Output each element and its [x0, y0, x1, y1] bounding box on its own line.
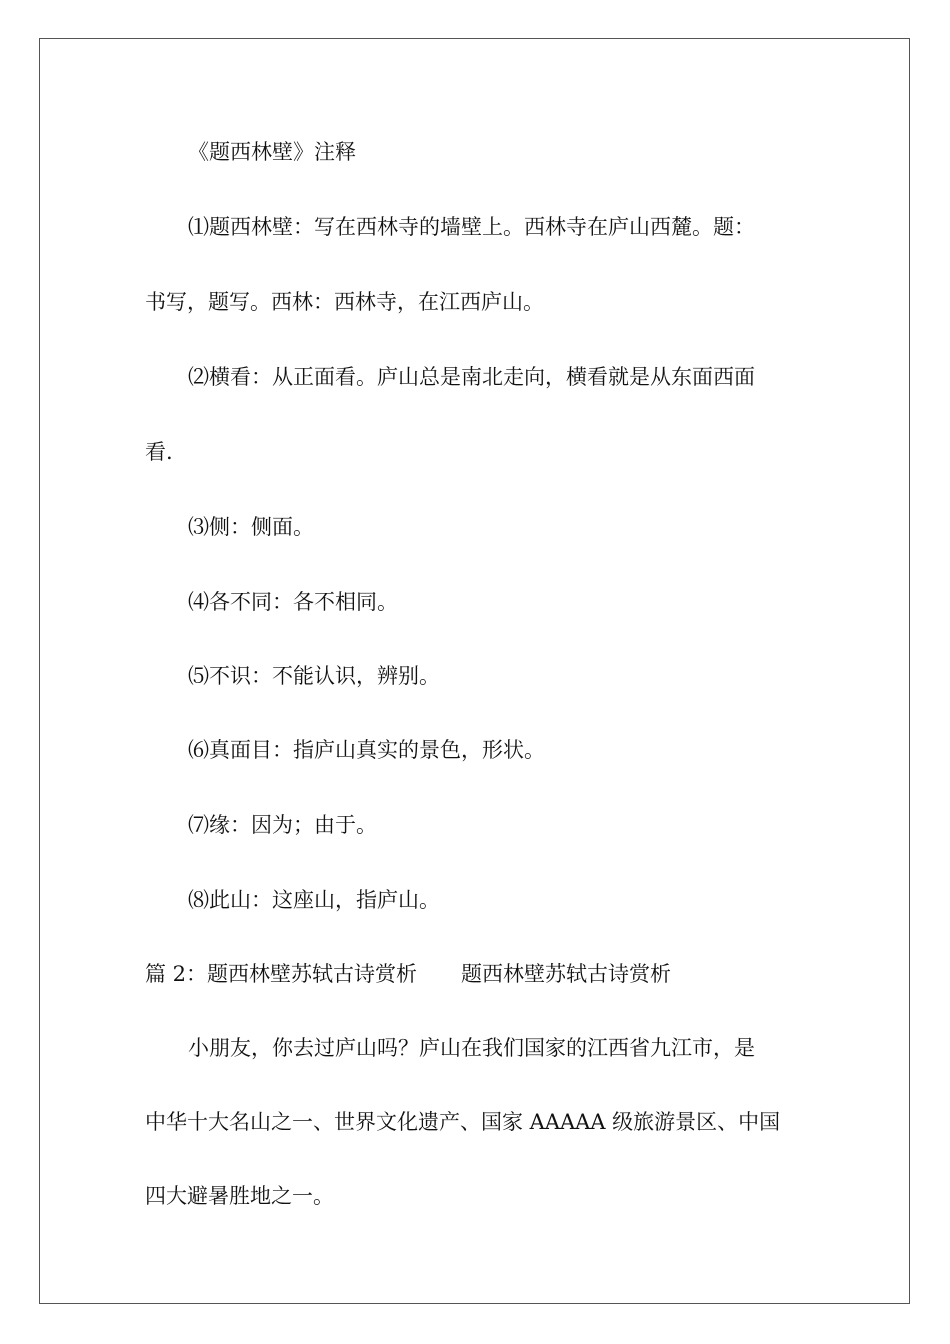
note-2-line-1: ⑵横看：从正面看。庐山总是南北走向，横看就是从东面西面 [188, 365, 755, 389]
section-label: 篇 2：题西林壁苏轼古诗赏析 [145, 962, 418, 986]
note-2-line-2: 看. [145, 440, 173, 464]
note-3: ⑶侧：侧面。 [188, 515, 314, 539]
page-title: 《题西林壁》注释 [188, 140, 356, 164]
note-1-line-1: ⑴题西林壁：写在西林寺的墙壁上。西林寺在庐山西麓。题： [188, 215, 755, 239]
paragraph-line-3: 四大避暑胜地之一。 [145, 1184, 334, 1208]
note-7: ⑺缘：因为；由于。 [188, 813, 377, 837]
note-8: ⑻此山：这座山，指庐山。 [188, 888, 440, 912]
note-5: ⑸不识：不能认识，辨别。 [188, 664, 440, 688]
note-4: ⑷各不同：各不相同。 [188, 590, 398, 614]
note-1-line-2: 书写，题写。西林：西林寺，在江西庐山。 [145, 290, 544, 314]
note-6: ⑹真面目：指庐山真实的景色，形状。 [188, 738, 545, 762]
paragraph-line-1: 小朋友，你去过庐山吗？庐山在我们国家的江西省九江市，是 [188, 1036, 755, 1060]
section-heading [145, 959, 671, 989]
section-title: 题西林壁苏轼古诗赏析 [461, 962, 672, 986]
paragraph-line-2: 中华十大名山之一、世界文化遗产、国家 AAAAA 级旅游景区、中国 [145, 1110, 781, 1134]
